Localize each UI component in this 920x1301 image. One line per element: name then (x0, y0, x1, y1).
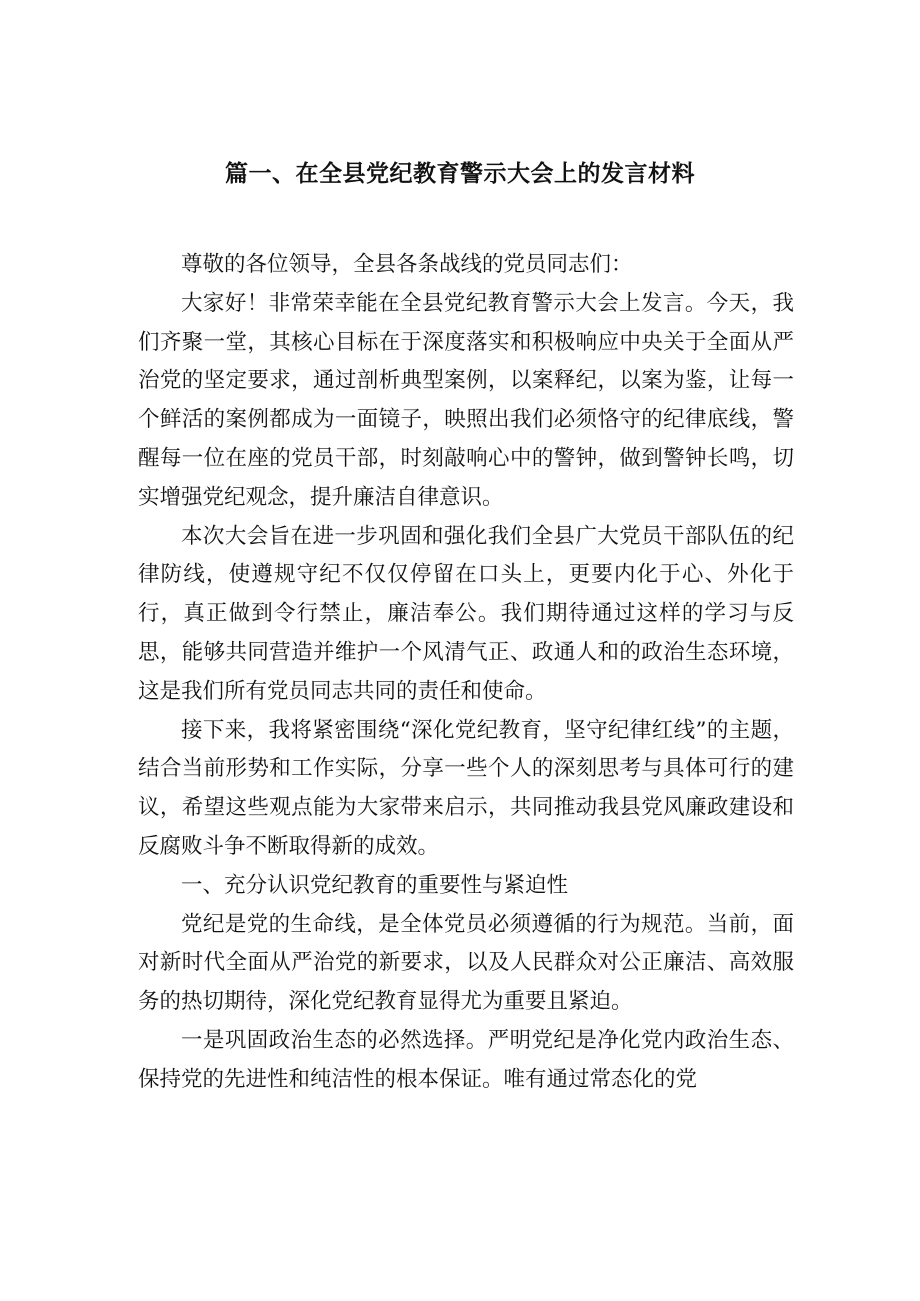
document-body (138, 246, 794, 1100)
salutation: 尊敬的各位领导，全县各条战线的党员同志们： (181, 252, 633, 277)
paragraph-theme: 接下来，我将紧密围绕“深化党纪教育，坚守纪律红线”的主题，结合当前形势和工作实际，分享一些个人的深刻思考与具体可行的建议，希望这些观点能为大家带来启示，共同推动我县党风廉政建设和反腐败斗争不断取得新的成效。 (138, 717, 794, 859)
paragraph-section-intro: 党纪是党的生命线，是全体党员必须遵循的行为规范。当前，面对新时代全面从严治党的新要求，以及人民群众对公正廉洁、高效服务的热切期待，深化党纪教育显得尤为重要且紧迫。 (138, 911, 794, 1015)
document-title: 篇一、在全县党纪教育警示大会上的发言材料 (225, 161, 695, 187)
paragraph-section-point-one: 一是巩固政治生态的必然选择。严明党纪是净化党内政治生态、保持党的先进性和纯洁性的根本保证。唯有通过常态化的党 (138, 1027, 794, 1092)
section-heading: 一、充分认识党纪教育的重要性与紧迫性 (181, 872, 569, 898)
paragraph-purpose: 本次大会旨在进一步巩固和强化我们全县广大党员干部队伍的纪律防线，使遵规守纪不仅仅停留在口头上，更要内化于心、外化于行，真正做到令行禁止，廉洁奉公。我们期待通过这样的学习与反思，能够共同营造并维护一个风清气正、政通人和的政治生态环境，这是我们所有党员同志共同的责任和使命。 (138, 523, 794, 704)
paragraph-opening: 大家好！非常荣幸能在全县党纪教育警示大会上发言。今天，我们齐聚一堂，其核心目标在于深度落实和积极响应中央关于全面从严治党的坚定要求，通过剖析典型案例，以案释纪，以案为鉴，让每一个鲜活的案例都成为一面镜子，映照出我们必须恪守的纪律底线，警醒每一位在座的党员干部，时刻敲响心中的警钟，做到警钟长鸣，切实增强党纪观念，提升廉洁自律意识。 (138, 290, 794, 510)
